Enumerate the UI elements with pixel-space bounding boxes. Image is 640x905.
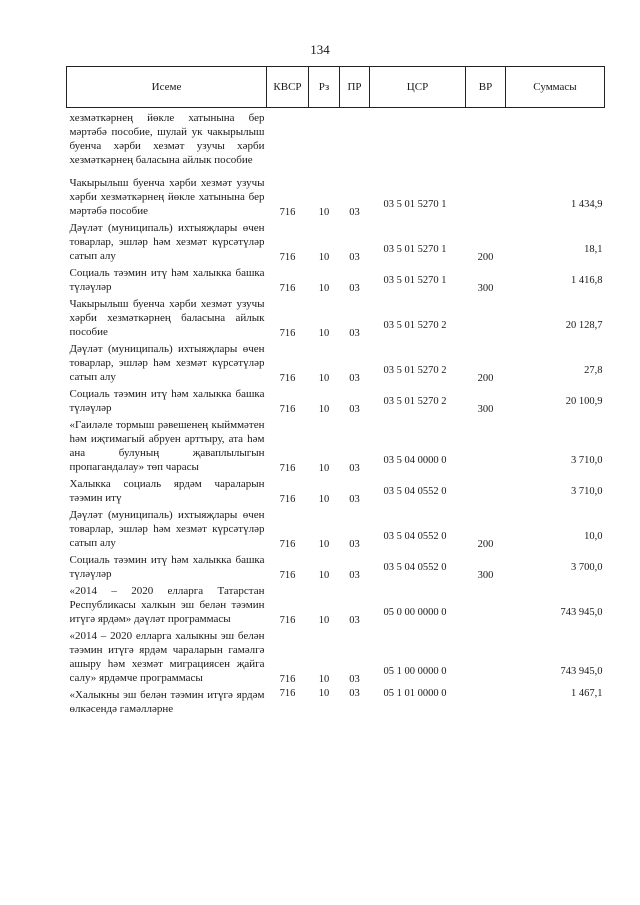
row-pr: 03 [349,404,360,415]
row-rz: 10 [318,688,330,699]
row-rz [309,108,340,174]
row-csr: 05 1 00 0000 0 [383,666,447,677]
row-csr: 05 0 00 0000 0 [383,607,447,618]
page-number: 134 [310,42,330,57]
row-name: «Гаиләле тормыш рәвешенең кыйммәтен һәм иҗтимагый абруен арттыру, ата һәм ана булуның җаваплылыгын пропагандалау» төп чарасы [69,419,265,473]
row-kvsr: 716 [279,688,296,699]
row-csr: 03 5 04 0000 0 [383,455,447,466]
header-vr: ВР [466,67,506,108]
row-rz: 10 [318,207,330,218]
table-header-row [67,67,605,108]
row-rz: 10 [318,463,330,474]
row-pr: 03 [349,283,360,294]
row-vr [466,294,506,339]
row-vr [466,173,506,218]
row-pr: 03 [349,494,360,505]
row-vr: 200 [477,252,494,263]
row-csr [370,108,466,174]
row-vr: 200 [477,539,494,550]
row-kvsr: 716 [279,674,296,685]
row-rz: 10 [318,494,330,505]
row-pr [340,108,370,174]
row-sum: 1 467,1 [571,688,603,699]
header-csr: ЦСР [370,67,466,108]
row-name: Дәүләт (муниципаль) ихтыяҗлары өчен товарлар, эшләр һәм хезмәт күрсәтүләр сатып алу [69,222,265,262]
header-kvsr: КВСР [267,67,309,108]
table-row [67,263,605,294]
row-vr [466,415,506,474]
row-sum: 3 710,0 [571,486,603,497]
row-sum: 3 700,0 [571,562,603,573]
row-kvsr [267,108,309,174]
header-pr: ПР [340,67,370,108]
row-csr: 03 5 01 5270 1 [383,275,447,286]
row-kvsr: 716 [279,328,296,339]
table-body [67,108,605,717]
row-pr: 03 [349,463,360,474]
row-pr: 03 [349,328,360,339]
row-csr: 03 5 01 5270 1 [383,199,447,210]
row-vr: 200 [477,373,494,384]
table-row [67,581,605,626]
row-kvsr: 716 [279,615,296,626]
row-rz: 10 [318,328,330,339]
row-sum [506,108,605,174]
row-rz: 10 [318,404,330,415]
row-name: хезмәткәрнең йөкле хатынына бер мәртәбә пособие, шулай ук чакырылыш буенча хәрби хезмәт узучы хәрби хезмәткәрнең баласына айлык пособие [69,112,265,166]
row-vr: 300 [477,404,494,415]
row-name: Социаль тәэмин итү һәм халыкка башка түләүләр [69,267,265,293]
row-rz: 10 [318,252,330,263]
row-kvsr: 716 [279,570,296,581]
row-name: Социаль тәэмин итү һәм халыкка башка түләүләр [69,388,265,414]
row-vr [466,685,506,716]
table-row [67,294,605,339]
row-csr: 05 1 01 0000 0 [383,688,447,699]
row-rz: 10 [318,674,330,685]
table-row [67,550,605,581]
table-row [67,108,605,174]
row-pr: 03 [349,570,360,581]
row-kvsr: 716 [279,539,296,550]
row-csr: 03 5 01 5270 2 [383,365,447,376]
row-sum: 20 128,7 [565,320,603,331]
header-sum: Суммасы [506,67,605,108]
row-sum: 1 434,9 [571,199,603,210]
row-name: Чакырылыш буенча хәрби хезмәт узучы хәрби хезмәткәрнең баласына айлык пособие [69,298,265,338]
row-name: Дәүләт (муниципаль) ихтыяҗлары өчен товарлар, эшләр һәм хезмәт күрсәтүләр сатып алу [69,509,265,549]
row-vr: 300 [477,570,494,581]
row-pr: 03 [349,615,360,626]
row-csr: 03 5 01 5270 2 [383,320,447,331]
row-name: «2014 – 2020 елларга Татарстан Республикасы халкын эш белән тәэмин итүгә ярдәм» дәүләт программасы [69,585,265,625]
row-kvsr: 716 [279,404,296,415]
row-pr: 03 [349,207,360,218]
row-kvsr: 716 [279,494,296,505]
row-rz: 10 [318,570,330,581]
table-row [67,339,605,384]
row-csr: 03 5 04 0552 0 [383,486,447,497]
row-pr: 03 [349,688,360,699]
row-sum: 1 416,8 [571,275,603,286]
table-row [67,474,605,505]
row-rz: 10 [318,283,330,294]
table-row [67,505,605,550]
row-sum: 3 710,0 [571,455,603,466]
row-sum: 27,8 [584,365,603,376]
table-row [67,685,605,716]
table-row [67,415,605,474]
row-sum: 743 945,0 [560,666,603,677]
row-name: «Халыкны эш белән тәэмин итүгә ярдәм өлкәсендә гамәлләрне [69,689,265,715]
row-vr [466,626,506,685]
budget-table [66,66,605,716]
row-csr: 03 5 04 0552 0 [383,531,447,542]
row-pr: 03 [349,252,360,263]
row-rz: 10 [318,539,330,550]
row-vr [466,108,506,174]
row-rz: 10 [318,373,330,384]
row-kvsr: 716 [279,252,296,263]
row-kvsr: 716 [279,283,296,294]
row-vr: 300 [477,283,494,294]
row-sum: 18,1 [584,244,603,255]
row-name: Халыкка социаль ярдәм чараларын тәэмин итү [69,478,265,504]
row-csr: 03 5 04 0552 0 [383,562,447,573]
table-row [67,218,605,263]
table-row [67,626,605,685]
row-pr: 03 [349,674,360,685]
row-name: Дәүләт (муниципаль) ихтыяҗлары өчен товарлар, эшләр һәм хезмәт күрсәтүләр сатып алу [69,343,265,383]
header-rz: Рз [309,67,340,108]
row-rz: 10 [318,615,330,626]
row-vr [466,581,506,626]
row-csr: 03 5 01 5270 1 [383,244,447,255]
row-sum: 20 100,9 [565,396,603,407]
row-name: Чакырылыш буенча хәрби хезмәт узучы хәрби хезмәткәрнең йөкле хатынына бер мәртәбә пособие [69,177,265,217]
table-row [67,384,605,415]
row-kvsr: 716 [279,373,296,384]
row-name: «2014 – 2020 елларга халыкны эш белән тәэмин итүгә ярдәм чараларын гамәлгә ашыру һәм хезмәт миграциясен җайга салу» ярдәмче программасы [69,630,265,684]
row-csr: 03 5 01 5270 2 [383,396,447,407]
row-vr [466,474,506,505]
row-kvsr: 716 [279,207,296,218]
row-sum: 10,0 [584,531,603,542]
table-row [67,173,605,218]
row-pr: 03 [349,539,360,550]
row-pr: 03 [349,373,360,384]
row-name: Социаль тәэмин итү һәм халыкка башка түләүләр [69,554,265,580]
row-sum: 743 945,0 [560,607,603,618]
header-name: Исеме [67,67,267,108]
row-kvsr: 716 [279,463,296,474]
